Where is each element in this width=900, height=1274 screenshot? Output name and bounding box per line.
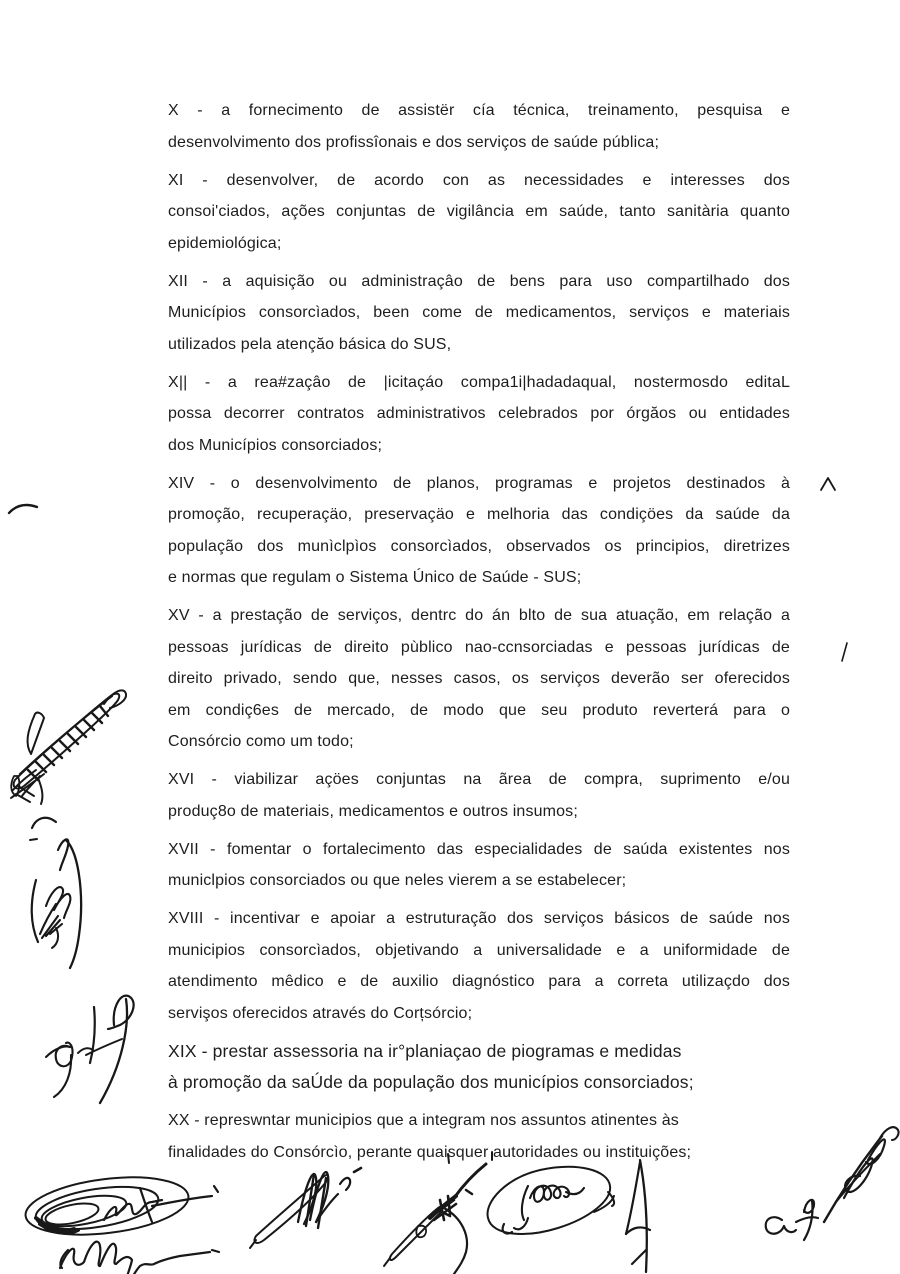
- text-line: finalidades do Consórcìo, perante quaisquer autoridades ou instituições;: [168, 1143, 692, 1161]
- signature-6: [748, 1120, 900, 1242]
- text-line: municipios consorcìados, objetivando a universalidade e a uniformidade de: [168, 941, 790, 959]
- margin-gh-signature: [38, 985, 138, 1110]
- caret-mark: [818, 474, 838, 494]
- signature-4: [482, 1162, 616, 1246]
- margin-vertical-signature: [22, 810, 122, 980]
- paragraph-XVI: [168, 764, 790, 827]
- paragraph-XV: [168, 600, 790, 758]
- text-line: Consórcio como um todo;: [168, 733, 354, 750]
- text-line: XII - a aquisição ou administraçâo de bens para uso compartilhado dos: [168, 272, 790, 290]
- paragraph-XI: [168, 165, 790, 260]
- text-line: X|| - a rea#zaçâo de |icitaçáo compa1i|hadadaqual, nostermosdo editaL: [168, 373, 790, 391]
- text-line: XVI - viabilizar açöes conjuntas na ãrea de compra, suprimento e/ou: [168, 771, 790, 788]
- text-line: XIX - prestar assessoria na ir°planiaçao de piogramas e medidas: [168, 1040, 682, 1061]
- slash-mark: [838, 640, 850, 664]
- text-line: municlpios consorciados ou que neles vierem a se estabelecer;: [168, 872, 627, 889]
- signature-1: [12, 1172, 227, 1274]
- margin-feather-signature: [8, 678, 130, 806]
- text-line: dos Municípios consorciados;: [168, 436, 383, 454]
- text-line: X - a fornecimento de assistër cía técnica, treinamento, pesquisa e: [168, 102, 790, 119]
- text-line: população dos munìclpìos consorcìados, observados os principios, diretrizes: [168, 537, 790, 555]
- signature-2: [248, 1158, 368, 1268]
- text-line: atendimento mêdico e de auxilio diagnóstico para a correta utilizaçdo dos: [168, 973, 790, 990]
- text-line: servişos oferecidos através do Corțsórcio;: [168, 1004, 473, 1022]
- document-text: [168, 95, 790, 1175]
- paragraph-XIV: [168, 468, 790, 594]
- paragraph-XVIII: [168, 903, 790, 1029]
- text-line: consoi'ciados, ações conjuntas de vigilância em saúde, tanto sanitària quanto: [168, 203, 790, 220]
- text-line: XVII - fomentar o fortalecimento das especialidades de saúda existentes nos: [168, 840, 790, 858]
- text-line: e normas que regulam o Sistema Único de Saúde - SUS;: [168, 569, 582, 586]
- text-line: possa decorrer contratos administrativos celebrados por órgăos ou entidades: [168, 405, 790, 422]
- text-line: promoção, recuperaçäo, preservaçäo e melhoria das condiçöes da saúde da: [168, 506, 790, 523]
- text-line: XV - a prestação de serviços, dentrc do án blto de sua atuação, em relação a: [168, 607, 790, 624]
- signature-5: [620, 1152, 676, 1274]
- text-line: XVIII - incentivar e apoiar a estruturação dos serviços básicos de saúde nos: [168, 910, 790, 927]
- text-line: desenvolvimento dos profissîonais e dos serviços de saúde pública;: [168, 133, 660, 151]
- text-line: XX - represwntar municipios que a integram nos assuntos atinentes às: [168, 1112, 679, 1129]
- text-line: à promoção da saÚde da população dos municípios consorciados;: [168, 1072, 694, 1092]
- paragraph-X: [168, 95, 790, 158]
- text-line: XIV - o desenvolvimento de planos, programas e projetos destinados à: [168, 474, 790, 492]
- margin-curve-mark: [6, 498, 40, 518]
- text-line: epidemiológica;: [168, 234, 282, 252]
- paragraph-XVII: [168, 834, 790, 897]
- text-line: em condiç6es de mercado, de modo que seu produto reverterá para o: [168, 701, 790, 719]
- text-line: utilizados pela atençăo básica do SUS,: [168, 335, 452, 353]
- text-line: direito privado, sendo que, nesses casos, os serviços deverão ser oferecidos: [168, 670, 790, 687]
- text-line: Municípios consorcìados, been come de medicamentos, serviços e materiais: [168, 304, 790, 321]
- paragraph-XIX: [168, 1036, 790, 1099]
- signature-3: [380, 1150, 495, 1274]
- text-line: produç8o de materiais, medicamentos e outros insumos;: [168, 802, 578, 820]
- paragraph-XII: [168, 266, 790, 361]
- text-line: XI - desenvolver, de acordo con as necessidades e interesses dos: [168, 171, 790, 189]
- paragraph-XIII: [168, 367, 790, 462]
- text-line: pessoas jurídicas de direito pùblico nao-ccnsorciadas e pessoas jurídicas de: [168, 638, 790, 656]
